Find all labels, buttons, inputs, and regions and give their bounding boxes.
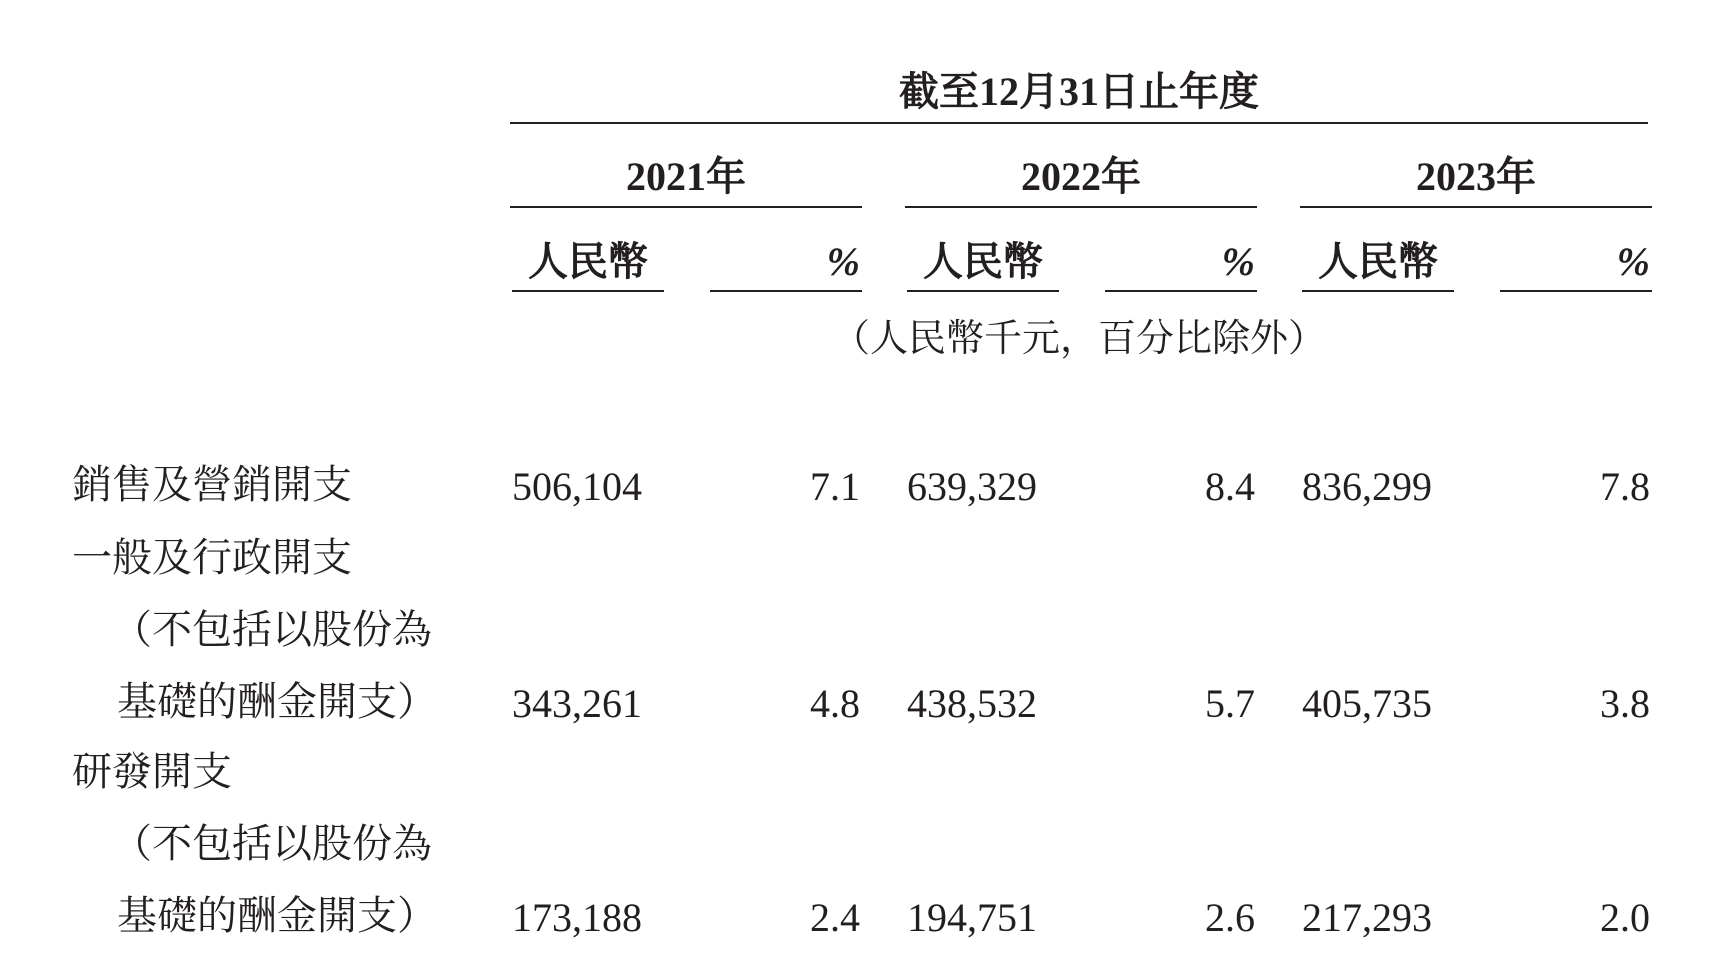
- value-selling-2022-pct: 8.4: [1205, 464, 1255, 509]
- currency-rule-2023: [1302, 290, 1454, 292]
- value-admin-2023-pct: 3.8: [1600, 681, 1650, 726]
- value-admin-2022-rmb: 438,532: [907, 681, 1037, 726]
- value-selling-2022-rmb: 639,329: [907, 464, 1037, 509]
- percent-header-2021: %: [826, 239, 860, 284]
- row-label-rnd-line1: 研發開支: [72, 749, 232, 794]
- currency-header-2023: 人民幣: [1318, 239, 1438, 284]
- value-rnd-2022-rmb: 194,751: [907, 895, 1037, 940]
- value-admin-2021-pct: 4.8: [810, 681, 860, 726]
- period-title-rule: [510, 122, 1648, 124]
- value-rnd-2023-pct: 2.0: [1600, 895, 1650, 940]
- year-2023-rule: [1300, 206, 1652, 208]
- row-label-selling-marketing: 銷售及營銷開支: [72, 462, 352, 507]
- value-selling-2023-rmb: 836,299: [1302, 464, 1432, 509]
- row-label-admin-line3: 基礎的酬金開支）: [117, 679, 437, 724]
- year-2021-rule: [510, 206, 862, 208]
- value-admin-2022-pct: 5.7: [1205, 681, 1255, 726]
- value-admin-2021-rmb: 343,261: [512, 681, 642, 726]
- value-selling-2021-pct: 7.1: [810, 464, 860, 509]
- value-selling-2021-rmb: 506,104: [512, 464, 642, 509]
- value-rnd-2023-rmb: 217,293: [1302, 895, 1432, 940]
- unit-note: （人民幣千元，百分比除外）: [831, 318, 1326, 360]
- value-selling-2023-pct: 7.8: [1600, 464, 1650, 509]
- year-2021-header: 2021年: [626, 154, 746, 199]
- currency-rule-2022: [907, 290, 1059, 292]
- percent-rule-2021: [710, 290, 862, 292]
- year-2022-header: 2022年: [1021, 154, 1141, 199]
- percent-header-2023: %: [1616, 239, 1650, 284]
- row-label-admin-line2: （不包括以股份為: [112, 607, 432, 652]
- row-label-admin-line1: 一般及行政開支: [72, 535, 352, 580]
- value-rnd-2021-rmb: 173,188: [512, 895, 642, 940]
- value-rnd-2021-pct: 2.4: [810, 895, 860, 940]
- row-label-rnd-line3: 基礎的酬金開支）: [117, 893, 437, 938]
- row-label-rnd-line2: （不包括以股份為: [112, 821, 432, 866]
- year-2022-rule: [905, 206, 1257, 208]
- value-rnd-2022-pct: 2.6: [1205, 895, 1255, 940]
- percent-rule-2023: [1500, 290, 1652, 292]
- percent-rule-2022: [1105, 290, 1257, 292]
- year-2023-header: 2023年: [1416, 154, 1536, 199]
- value-admin-2023-rmb: 405,735: [1302, 681, 1432, 726]
- percent-header-2022: %: [1221, 239, 1255, 284]
- currency-header-2021: 人民幣: [528, 239, 648, 284]
- currency-header-2022: 人民幣: [923, 239, 1043, 284]
- period-title: 截至12月31日止年度: [899, 69, 1259, 114]
- currency-rule-2021: [512, 290, 664, 292]
